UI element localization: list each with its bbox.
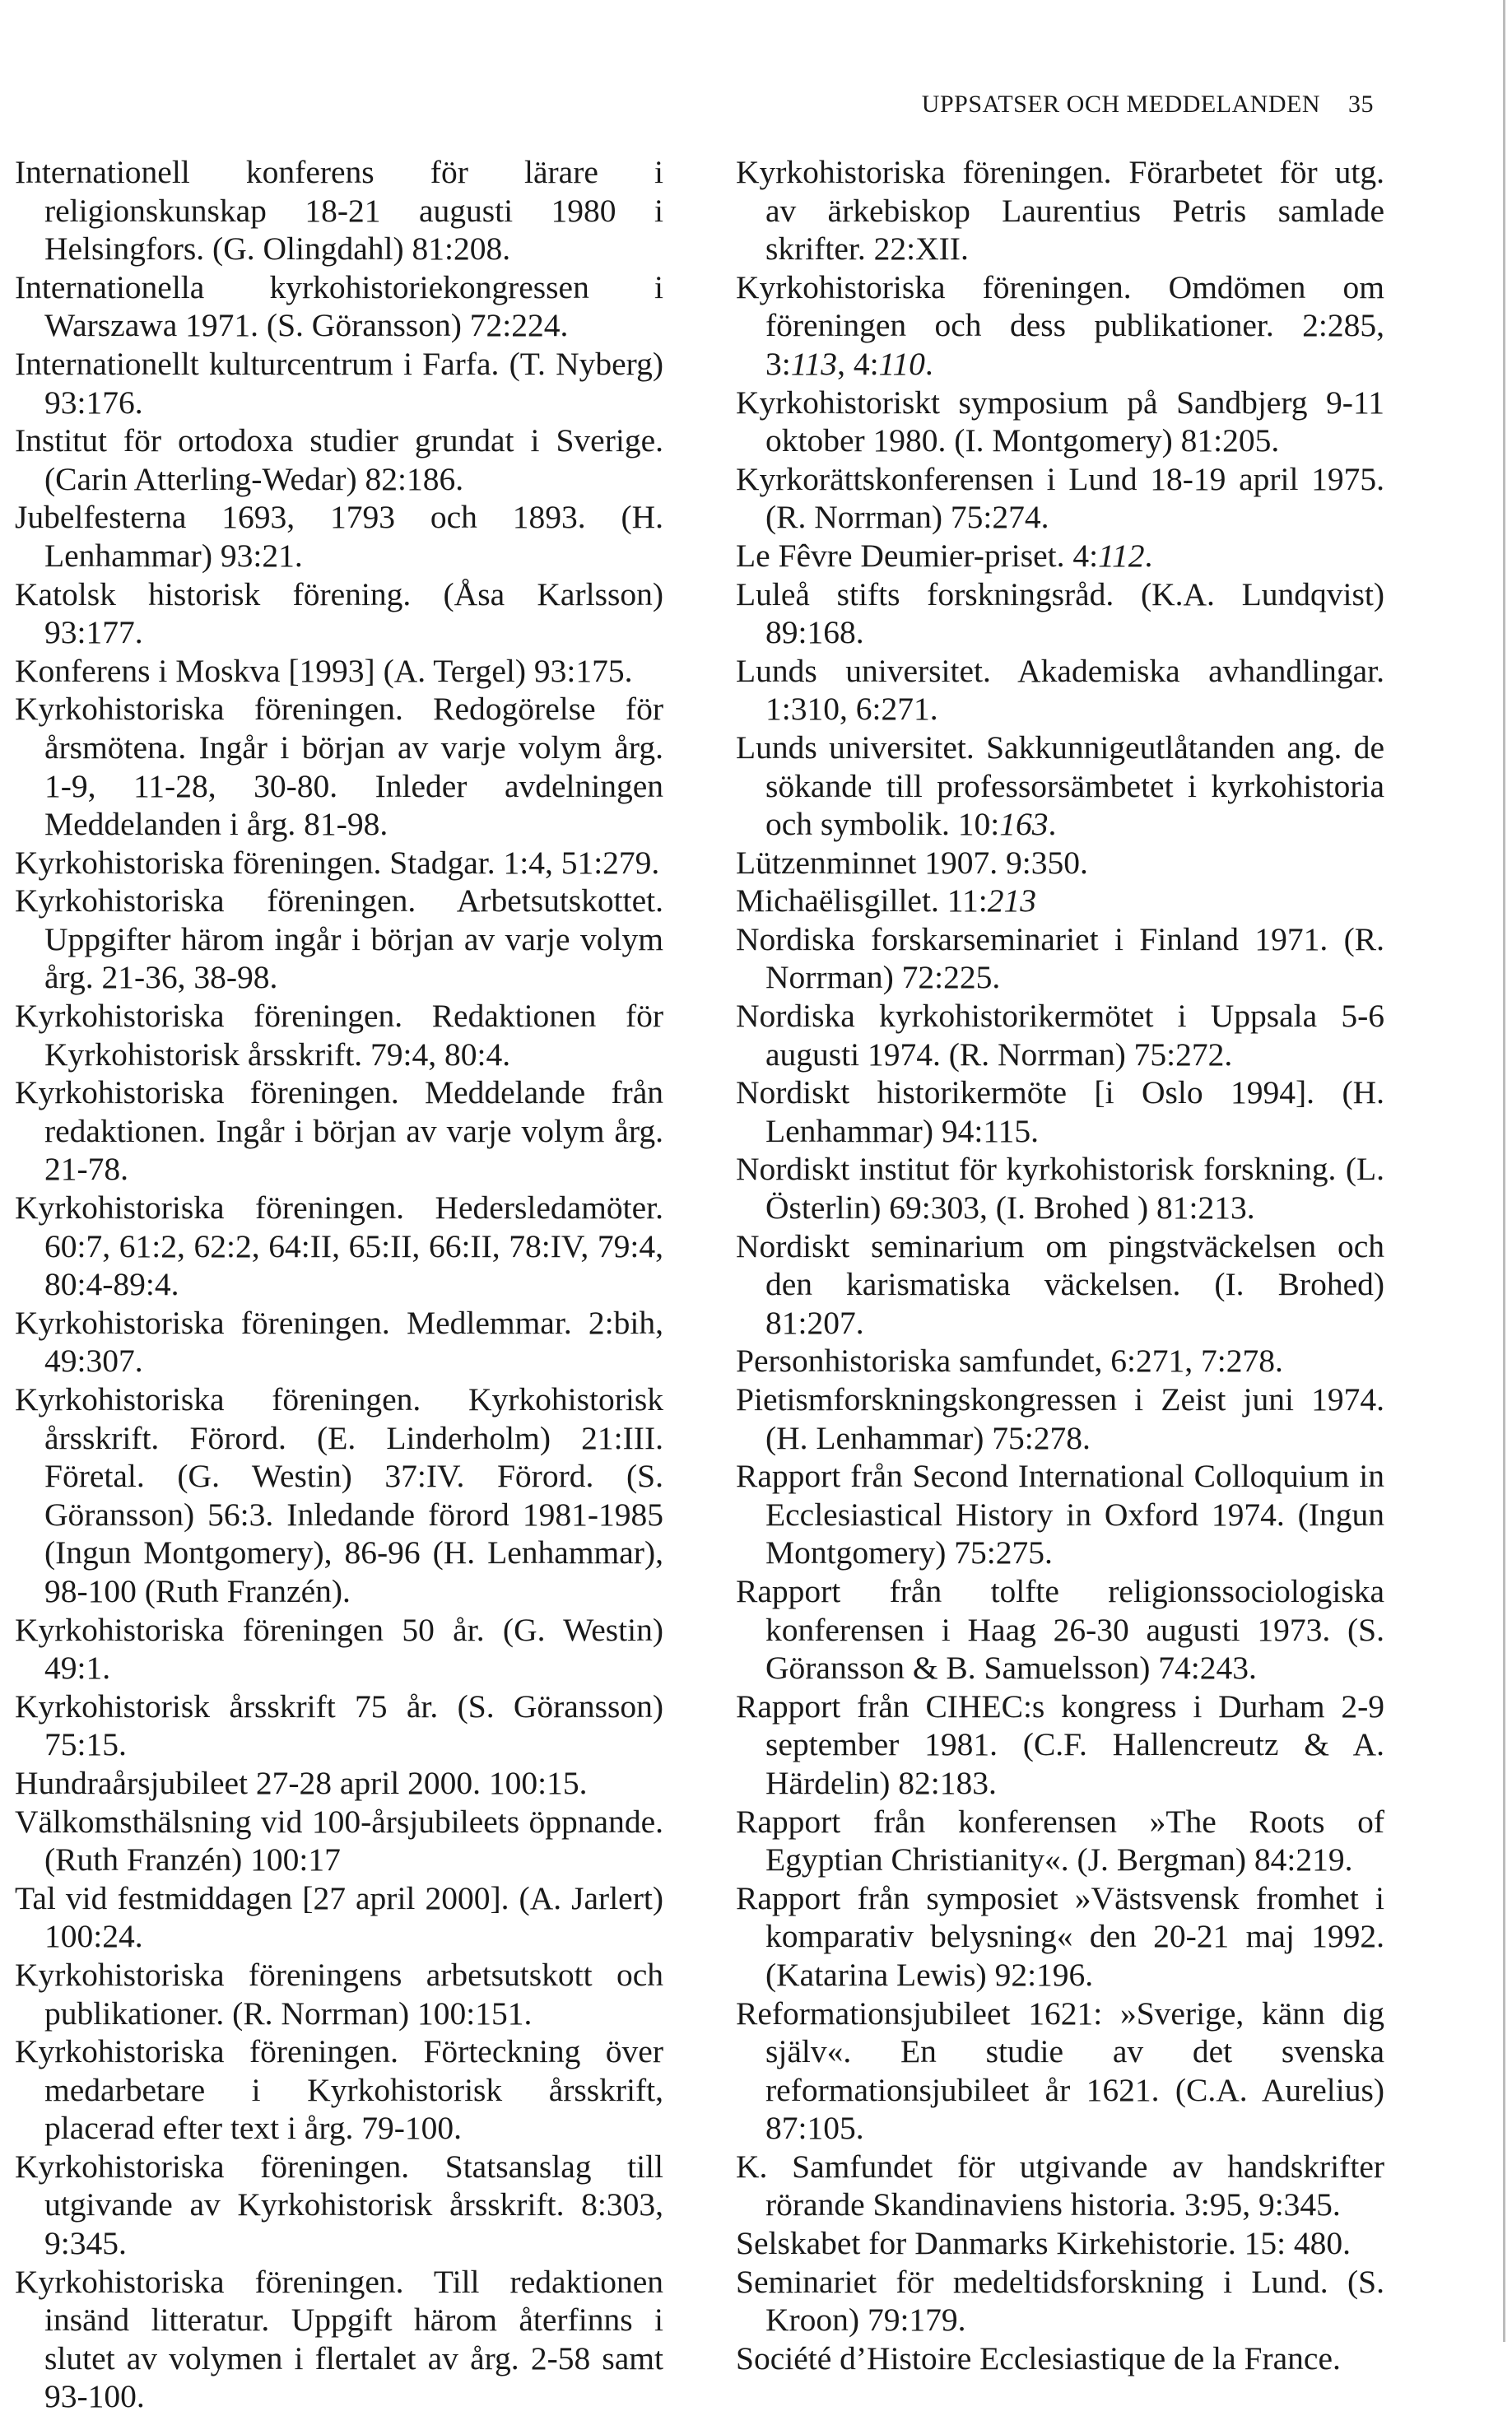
entry-italic-page: 213 — [987, 882, 1036, 919]
entry-text: Kyrkohistoriska föreningen. Till redaktionen insänd litteratur. Uppgift härom återfinns i slutet av volymen i flertalet av årg. 2-58 samt 93-100. — [15, 2263, 663, 2415]
index-entry — [736, 1073, 1384, 1150]
index-entry — [736, 2148, 1384, 2224]
entry-text: K. Samfundet för utgivande av handskrifter rörande Skandinaviens historia. 3:95, 9:345. — [736, 2148, 1384, 2223]
entry-text: . — [924, 345, 933, 382]
entry-text: Luleå stifts forskningsråd. (K.A. Lundqvist) 89:168. — [736, 575, 1384, 651]
entry-text: Konferens i Moskva [1993] (A. Tergel) 93:175. — [15, 652, 633, 689]
index-entry — [15, 1304, 663, 1380]
entry-text: Le Fêvre Deumier-priset. 4: — [736, 537, 1099, 574]
index-entry — [15, 268, 663, 345]
entry-text: Michaëlisgillet. 11: — [736, 882, 988, 919]
running-title: UPPSATSER OCH MEDDELANDEN — [921, 91, 1320, 118]
index-entry — [736, 2224, 1384, 2263]
index-entry — [15, 1073, 663, 1189]
index-entry — [736, 268, 1384, 384]
entry-text: Internationellt kulturcentrum i Farfa. (T. Nyberg) 93:176. — [15, 345, 663, 421]
index-entry — [736, 1150, 1384, 1227]
entry-text: Kyrkohistoriska föreningen. Redaktionen för Kyrkohistorisk årsskrift. 79:4, 80:4. — [15, 998, 663, 1073]
scan-edge-line — [1503, 0, 1505, 2342]
index-entry — [736, 729, 1384, 844]
entry-text: Kyrkohistoriska föreningen. Hedersledamöter. 60:7, 61:2, 62:2, 64:II, 65:II, 66:II, 78:IV, 79:4, 80:4-89:4. — [15, 1189, 663, 1303]
entry-text: Kyrkohistorisk årsskrift 75 år. (S. Göransson) 75:15. — [15, 1687, 663, 1763]
index-entry — [736, 920, 1384, 997]
index-entry — [736, 1879, 1384, 1995]
index-entry — [736, 1687, 1384, 1803]
entry-text: Selskabet for Danmarks Kirkehistorie. 15: 480. — [736, 2225, 1351, 2262]
entry-text: Nordiska forskarseminariet i Finland 1971. (R. Norrman) 72:225. — [736, 920, 1384, 996]
entry-text: Kyrkohistoriska föreningen 50 år. (G. Westin) 49:1. — [15, 1611, 663, 1687]
entry-text: Reformationsjubileet 1621: »Sverige, känn dig själv«. En studie av det svenska reformationsjubileet år 1621. (C.A. Aurelius) 87:105. — [736, 1995, 1384, 2147]
index-entry — [15, 844, 663, 882]
left-column — [15, 153, 663, 2416]
entry-text: Katolsk historisk förening. (Åsa Karlsson) 93:177. — [15, 575, 663, 651]
index-entry — [15, 498, 663, 575]
entry-text: Nordiskt institut för kyrkohistorisk forskning. (L. Österlin) 69:303, (I. Brohed ) 81:213. — [736, 1151, 1384, 1227]
index-entry — [15, 2032, 663, 2148]
index-entry — [15, 345, 663, 421]
index-entry — [736, 537, 1384, 575]
right-column — [736, 153, 1384, 2377]
index-entry — [736, 1995, 1384, 2148]
index-entry — [736, 460, 1384, 537]
index-entry — [15, 1189, 663, 1304]
entry-text: Välkomsthälsning vid 100-årsjubileets öppnande. (Ruth Franzén) 100:17 — [15, 1803, 663, 1878]
index-entry — [736, 1380, 1384, 1457]
entry-text: Kyrkohistoriska föreningens arbetsutskott och publikationer. (R. Norrman) 100:151. — [15, 1956, 663, 2032]
index-entry — [15, 1879, 663, 1956]
entry-text: Kyrkohistoriska föreningen. Meddelande från redaktionen. Ingår i början av varje volym årg. 21-78. — [15, 1074, 663, 1188]
entry-italic-page: 110 — [878, 345, 925, 382]
entry-italic-page: 163 — [999, 806, 1049, 843]
index-entry — [15, 153, 663, 268]
entry-text: Seminariet för medeltidsforskning i Lund. (S. Kroon) 79:179. — [736, 2263, 1384, 2339]
entry-italic-page: 113 — [790, 345, 838, 382]
index-entry — [15, 690, 663, 843]
index-entry — [15, 1380, 663, 1611]
index-entry — [736, 2339, 1384, 2378]
entry-text: Rapport från tolfte religionssociologiska konferensen i Haag 26-30 augusti 1973. (S. Göransson & B. Samuelsson) 74:243. — [736, 1572, 1384, 1687]
index-entry — [15, 575, 663, 652]
entry-text: , 4: — [837, 345, 879, 382]
index-entry — [736, 384, 1384, 460]
entry-text: Kyrkohistoriska föreningen. Arbetsutskottet. Uppgifter härom ingår i början av varje volym årg. 21-36, 38-98. — [15, 882, 663, 996]
entry-text: . — [1048, 806, 1057, 843]
entry-text: Jubelfesterna 1693, 1793 och 1893. (H. Lenhammar) 93:21. — [15, 499, 663, 574]
index-entry — [15, 2148, 663, 2263]
entry-text: Nordiskt historikermöte [i Oslo 1994]. (H. Lenhammar) 94:115. — [736, 1074, 1384, 1149]
entry-text: Nordiska kyrkohistorikermötet i Uppsala 5-6 augusti 1974. (R. Norrman) 75:272. — [736, 998, 1384, 1073]
index-entry — [15, 1803, 663, 1879]
entry-text: Kyrkohistoriska föreningen. Kyrkohistorisk årsskrift. Förord. (E. Linderholm) 21:III. Företal. (G. Westin) 37:IV. Förord. (S. Göransson) 56:3. Inledande förord 1981-1985 (Ingun Montgomery), 86-96 (H. Lenhammar), 98-100 (Ruth Franzén). — [15, 1381, 663, 1609]
index-entry — [736, 882, 1384, 920]
entry-text: Kyrkohistoriska föreningen. Omdömen om föreningen och dess publikationer. 2:285, 3: — [736, 268, 1384, 382]
index-entry — [15, 997, 663, 1073]
index-entry — [15, 1687, 663, 1764]
page-number: 35 — [1348, 91, 1374, 118]
entry-text: Nordiskt seminarium om pingstväckelsen och den karismatiska väckelsen. (I. Brohed) 81:207. — [736, 1227, 1384, 1341]
index-entry — [736, 575, 1384, 652]
entry-text: Personhistoriska samfundet, 6:271, 7:278. — [736, 1343, 1283, 1380]
index-entry — [15, 1956, 663, 2032]
entry-text: Lunds universitet. Sakkunnigeutlåtanden ang. de sökande till professorsämbetet i kyrkohistoria och symbolik. 10: — [736, 729, 1384, 843]
entry-text: Pietismforskningskongressen i Zeist juni 1974. (H. Lenhammar) 75:278. — [736, 1381, 1384, 1456]
index-entry — [15, 1611, 663, 1687]
index-entry — [15, 882, 663, 997]
index-entry — [736, 1803, 1384, 1879]
entry-text: Internationell konferens för lärare i religionskunskap 18-21 augusti 1980 i Helsingfors. (G. Olingdahl) 81:208. — [15, 154, 663, 268]
entry-text: Kyrkorättskonferensen i Lund 18-19 april 1975. (R. Norrman) 75:274. — [736, 460, 1384, 536]
entry-text: Rapport från Second International Colloquium in Ecclesiastical History in Oxford 1974. (Ingun Montgomery) 75:275. — [736, 1458, 1384, 1571]
index-entry — [15, 2263, 663, 2416]
index-entry — [736, 1342, 1384, 1380]
entry-text: Rapport från konferensen »The Roots of Egyptian Christianity«. (J. Bergman) 84:219. — [736, 1803, 1384, 1878]
index-entry — [15, 652, 663, 691]
index-entry — [736, 1227, 1384, 1343]
entry-text: Kyrkohistoriska föreningen. Medlemmar. 2:bih, 49:307. — [15, 1304, 663, 1380]
entry-text: Kyrkohistoriska föreningen. Redogörelse för årsmötena. Ingår i början av varje volym årg. 1-9, 11-28, 30-80. Inleder avdelningen Meddelanden i årg. 81-98. — [15, 691, 663, 843]
entry-text: Internationella kyrkohistoriekongressen i Warszawa 1971. (S. Göransson) 72:224. — [15, 268, 663, 344]
index-entry — [736, 652, 1384, 729]
entry-text: Kyrkohistoriska föreningen. Förteckning över medarbetare i Kyrkohistorisk årsskrift, placerad efter text i årg. 79-100. — [15, 2033, 663, 2147]
index-entry — [736, 153, 1384, 268]
entry-text: Lunds universitet. Akademiska avhandlingar. 1:310, 6:271. — [736, 652, 1384, 728]
index-entry — [15, 1764, 663, 1803]
index-entry — [15, 421, 663, 498]
index-entry — [736, 1572, 1384, 1687]
entry-text: Rapport från symposiet »Västsvensk fromhet i komparativ belysning« den 20-21 maj 1992. (Katarina Lewis) 92:196. — [736, 1879, 1384, 1993]
entry-text: Rapport från CIHEC:s kongress i Durham 2-9 september 1981. (C.F. Hallencreutz & A. Härdelin) 82:183. — [736, 1687, 1384, 1801]
entry-text: Kyrkohistoriska föreningen. Förarbetet för utg. av ärkebiskop Laurentius Petris samlade skrifter. 22:XII. — [736, 154, 1384, 268]
index-entry — [736, 844, 1384, 882]
entry-text: Kyrkohistoriska föreningen. Statsanslag till utgivande av Kyrkohistorisk årsskrift. 8:303, 9:345. — [15, 2148, 663, 2262]
entry-text: Institut för ortodoxa studier grundat i Sverige. (Carin Atterling-Wedar) 82:186. — [15, 422, 663, 497]
entry-text: Kyrkohistoriskt symposium på Sandbjerg 9-11 oktober 1980. (I. Montgomery) 81:205. — [736, 384, 1384, 459]
index-entry — [736, 2263, 1384, 2339]
entry-text: Kyrkohistoriska föreningen. Stadgar. 1:4, 51:279. — [15, 844, 660, 881]
entry-text: . — [1144, 537, 1153, 574]
entry-italic-page: 112 — [1098, 537, 1145, 574]
entry-text: Lützenminnet 1907. 9:350. — [736, 844, 1088, 881]
entry-text: Hundraårsjubileet 27-28 april 2000. 100:15. — [15, 1764, 588, 1801]
index-entry — [736, 997, 1384, 1073]
index-entry — [736, 1457, 1384, 1572]
entry-text: Tal vid festmiddagen [27 april 2000]. (A. Jarlert) 100:24. — [15, 1879, 663, 1955]
entry-text: Société d’Histoire Ecclesiastique de la France. — [736, 2339, 1341, 2376]
running-header — [922, 91, 1374, 119]
